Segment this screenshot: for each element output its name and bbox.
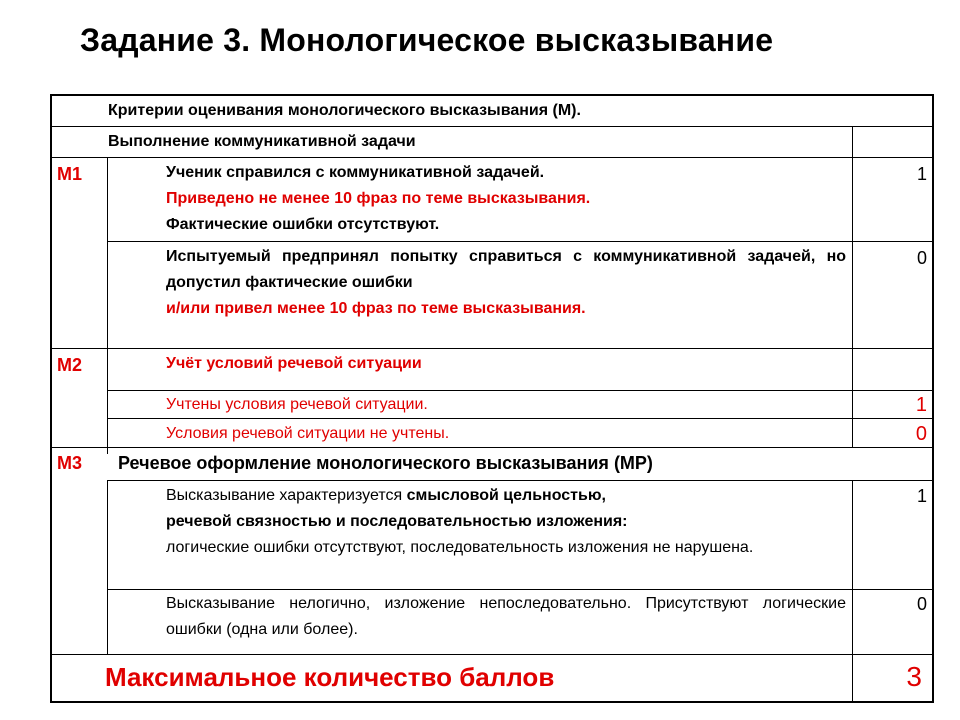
row-divider <box>50 126 934 127</box>
m1-row2-red: и/или привел менее 10 фраз по теме высказывания. <box>166 300 586 317</box>
m1-row1-text <box>166 160 846 238</box>
m1-row2-black: Испытуемый предпринял попытку справиться с коммуникативной задачей, но допустил фактические ошибки <box>166 248 846 291</box>
m3-row1-score: 1 <box>916 486 927 506</box>
m2-row1-score: 1 <box>915 394 927 416</box>
row-divider <box>50 157 934 158</box>
m3-row1-bold2: речевой связностью и последовательностью изложения: <box>166 513 628 530</box>
row-divider <box>50 348 934 349</box>
table-border-bottom <box>50 701 934 703</box>
page-title: Задание 3. Монологическое высказывание <box>80 22 774 58</box>
max-score-value: 3 <box>906 661 922 692</box>
m2-row1-text: Учтены условия речевой ситуации. <box>166 396 428 413</box>
m1-row1-score: 1 <box>916 164 927 184</box>
m3-row2-score: 0 <box>916 594 927 614</box>
m3-row2-text: Высказывание нелогично, изложение непоследовательно. Присутствуют логические ошибки (одна или более). <box>166 595 846 638</box>
row-divider <box>107 480 934 481</box>
row-divider <box>107 418 934 419</box>
m3-row1-bold1: смысловой цельностью, <box>406 487 606 504</box>
task-header: Выполнение коммуникативной задачи <box>108 133 416 150</box>
m1-row1-line3: Фактические ошибки отсутствуют. <box>166 216 440 233</box>
m3-heading: Речевое оформление монологического высказывания (МР) <box>118 453 653 473</box>
m1-label: М1 <box>57 164 83 184</box>
m3-row1-normal1: Высказывание характеризуется <box>166 487 407 504</box>
m2-heading: Учёт условий речевой ситуации <box>166 355 422 372</box>
col-divider <box>852 480 853 702</box>
m2-row2-score: 0 <box>915 423 927 445</box>
table-border-right <box>932 94 934 703</box>
row-divider <box>107 241 934 242</box>
col-divider <box>852 126 853 448</box>
criteria-header: Критерии оценивания монологического высказывания (М). <box>108 102 581 119</box>
m1-row1-line2: Приведено не менее 10 фраз по теме высказывания. <box>166 190 591 207</box>
m2-row2-text: Условия речевой ситуации не учтены. <box>166 425 450 442</box>
m1-row2-text <box>166 244 846 322</box>
m2-label: М2 <box>57 355 83 375</box>
table-border-top <box>50 94 934 96</box>
max-score-label: Максимальное количество баллов <box>105 662 555 692</box>
m3-label: М3 <box>57 453 83 473</box>
m3-row1-normal2: логические ошибки отсутствуют, последовательность изложения не нарушена. <box>166 539 754 556</box>
row-divider <box>107 589 934 590</box>
row-divider <box>107 390 934 391</box>
m1-row1-line1: Ученик справился с коммуникативной задачей. <box>166 164 545 181</box>
m3-row1-text <box>166 483 846 561</box>
row-divider <box>50 447 934 448</box>
table-border-left <box>50 94 52 703</box>
col-divider <box>107 157 108 454</box>
m1-row2-score: 0 <box>916 248 927 268</box>
row-divider <box>50 654 934 655</box>
col-divider <box>107 480 108 654</box>
